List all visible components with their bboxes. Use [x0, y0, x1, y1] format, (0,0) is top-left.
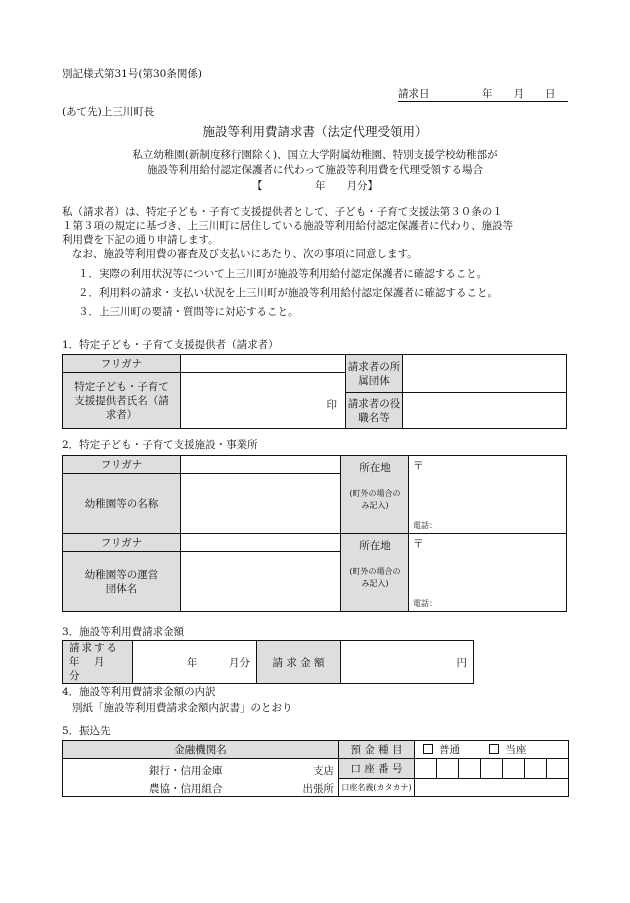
bank-name-field[interactable]: [63, 759, 339, 797]
facility-furigana-field[interactable]: [181, 456, 341, 474]
provider-table: [62, 354, 567, 429]
consent-item-3: ３．上三川町の要請・質問等に対応すること。: [78, 306, 299, 318]
position-field[interactable]: [403, 393, 567, 429]
amount-table: [62, 640, 474, 684]
account-type-field: [415, 741, 569, 759]
position-label: 請求者の役職名等: [346, 393, 403, 429]
facility-address-label-cell: [341, 456, 409, 534]
consent-item-1: １．実際の利用状況等について上三川町が施設等利用給付認定保護者に確認すること。: [78, 268, 488, 280]
section-5-heading: 5．振込先: [62, 725, 111, 737]
bank-type-2: 農協・信用組合: [149, 783, 223, 795]
account-digit-6[interactable]: [525, 759, 547, 779]
provider-furigana-label: フリガナ: [63, 355, 181, 373]
subtitle-line-2: 施設等利用給付認定保護者に代わって施設等利用費を代理受領する場合: [147, 164, 483, 176]
addressee: (あて先)上三川町長: [62, 106, 155, 118]
ordinary-label: 普通: [439, 744, 460, 756]
operator-furigana-field[interactable]: [181, 534, 341, 552]
affiliation-field[interactable]: [403, 355, 567, 393]
subtitle-line-1: 私立幼稚園(新制度移行園除く)、国立大学附属幼稚園、特別支援学校幼稚部が: [132, 149, 498, 161]
intro-line-1: 私（請求者）は、特定子ども・子育て支援提供者として、子ども・子育て支援法第３０条の１: [62, 206, 503, 218]
operator-address-label-cell: [341, 534, 409, 612]
operator-address-field[interactable]: [409, 534, 567, 612]
bank-name-label: 金融機関名: [63, 741, 339, 759]
account-digit-4[interactable]: [481, 759, 503, 779]
amount-label: 請 求 金 額: [257, 641, 341, 684]
ordinary-checkbox[interactable]: [423, 744, 433, 754]
account-digit-2[interactable]: [437, 759, 459, 779]
current-label: 当座: [505, 744, 527, 756]
breakdown-note: 別紙「施設等利用費請求金額内訳書」のとおり: [72, 702, 293, 714]
account-holder-field[interactable]: [415, 779, 569, 797]
seal-mark: 印: [326, 399, 337, 411]
facility-address-field[interactable]: [409, 456, 567, 534]
section-3-heading: 3．施設等利用費請求金額: [62, 626, 185, 638]
facility-name-field[interactable]: [181, 474, 341, 534]
section-1-heading: 1．特定子ども・子育て支援提供者（請求者）: [62, 339, 279, 351]
account-digit-3[interactable]: [459, 759, 481, 779]
section-4-heading: 4．施設等利用費請求金額の内訳: [62, 686, 216, 698]
operator-name-field[interactable]: [181, 552, 341, 612]
bank-type-1: 銀行・信用金庫: [149, 765, 223, 777]
account-digit-7[interactable]: [547, 759, 569, 779]
document-title: 施設等利用費請求書（法定代理受領用）: [202, 124, 428, 139]
provider-name-field[interactable]: [181, 373, 346, 429]
branch-label: 支店: [313, 765, 334, 777]
operator-phone-label: 電話：: [413, 599, 437, 608]
intro-line-2: １第３項の規定に基づき、上三川町に居住している施設等利用給付認定保護者に代わり、施設等: [62, 220, 514, 232]
period-label: 請求する年 月 分: [63, 641, 133, 684]
period-field[interactable]: 年 月分: [133, 641, 257, 684]
affiliation-label: 請求者の所属団体: [346, 355, 403, 393]
account-number-label: 口 座 番 号: [339, 759, 415, 779]
facility-postal-mark: 〒: [413, 460, 424, 472]
account-type-label: 預 金 種 目: [339, 741, 415, 759]
facility-furigana-label: フリガナ: [63, 456, 181, 474]
form-number: 別記様式第31号(第30条関係): [62, 68, 202, 80]
facility-phone-label: 電話：: [413, 521, 437, 530]
operator-address-label: 所在地: [359, 540, 391, 552]
account-digit-5[interactable]: [503, 759, 525, 779]
facility-table: [62, 455, 567, 612]
operator-name-label: 幼稚園等の運営団体名: [63, 552, 181, 612]
sub-branch-label: 出張所: [302, 783, 334, 795]
billing-period: 【 年 月分】: [252, 180, 378, 192]
bank-table: [62, 740, 569, 797]
account-digit-1[interactable]: [415, 759, 437, 779]
request-date: 請求日 年 月 日: [398, 86, 568, 102]
consent-item-2: ２．利用料の請求・支払い状況を上三川町が施設等利用給付認定保護者に確認すること。: [78, 287, 498, 299]
account-holder-label: 口座名義(カタカナ): [339, 779, 415, 797]
provider-furigana-field[interactable]: [181, 355, 346, 373]
facility-name-label: 幼稚園等の名称: [63, 474, 181, 534]
operator-furigana-label: フリガナ: [63, 534, 181, 552]
operator-address-note: (町外の場合のみ記入): [349, 567, 401, 588]
operator-postal-mark: 〒: [413, 538, 424, 550]
current-option[interactable]: [489, 744, 526, 756]
consent-text: なお、施設等利用費の審査及び支払いにあたり、次の事項に同意します。: [72, 248, 418, 260]
intro-line-3: 利用費を下記の通り申請します。: [62, 234, 219, 246]
section-2-heading: 2．特定子ども・子育て支援施設・事業所: [62, 439, 258, 451]
current-checkbox[interactable]: [489, 744, 499, 754]
amount-field[interactable]: 円: [341, 641, 474, 684]
facility-address-label: 所在地: [359, 462, 391, 474]
facility-address-note: (町外の場合のみ記入): [349, 489, 401, 510]
provider-name-label: 特定子ども・子育て支援提供者氏名（請求者）: [63, 373, 181, 429]
ordinary-option[interactable]: [423, 744, 460, 756]
